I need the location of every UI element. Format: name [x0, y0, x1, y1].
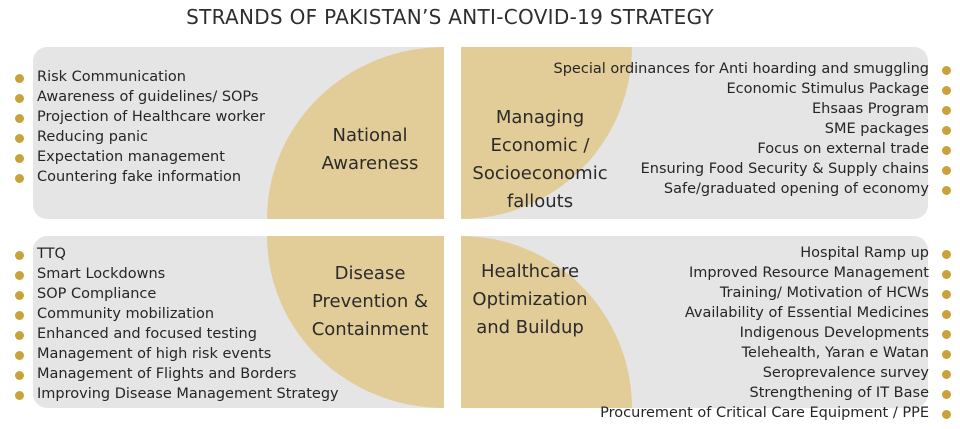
list-item-text: Countering fake information — [37, 169, 242, 185]
list-item — [600, 303, 951, 323]
list-item-text: Awareness of guidelines/ SOPs — [37, 89, 259, 105]
list-item-text: Economic Stimulus Package — [726, 81, 929, 97]
bullet-icon — [942, 290, 951, 299]
bullet-icon — [15, 371, 24, 380]
list-item — [15, 364, 339, 384]
list-item — [15, 324, 339, 344]
list-item — [554, 179, 951, 199]
bullet-icon — [942, 390, 951, 399]
list-item — [15, 67, 265, 87]
bullet-icon — [942, 370, 951, 379]
list-item — [554, 99, 951, 119]
bullet-icon — [15, 174, 24, 183]
list-item — [600, 403, 951, 423]
list-item — [15, 264, 339, 284]
list-disease-prevention — [15, 244, 339, 404]
list-item-text: Management of high risk events — [37, 346, 272, 362]
list-item — [15, 304, 339, 324]
list-item — [600, 283, 951, 303]
bullet-icon — [942, 310, 951, 319]
label-line: fallouts — [506, 191, 574, 212]
list-item — [15, 107, 265, 127]
label-line: Prevention & — [312, 291, 428, 312]
list-item-text: Safe/graduated opening of economy — [663, 181, 929, 197]
list-item-text: Expectation management — [37, 149, 225, 165]
list-item — [554, 159, 951, 179]
bullet-icon — [15, 74, 24, 83]
list-item — [600, 383, 951, 403]
label-line: Disease — [334, 263, 406, 284]
bullet-icon — [15, 154, 24, 163]
list-item — [600, 263, 951, 283]
list-item-text: SOP Compliance — [37, 286, 157, 302]
list-item — [600, 323, 951, 343]
bullet-icon — [15, 391, 24, 400]
list-item — [15, 384, 339, 404]
list-item-text: Procurement of Critical Care Equipment / PPE — [600, 405, 929, 421]
bullet-icon — [15, 134, 24, 143]
list-item-text: Availability of Essential Medicines — [684, 305, 929, 321]
bullet-icon — [942, 410, 951, 419]
bullet-icon — [942, 350, 951, 359]
list-item — [554, 59, 951, 79]
list-item — [15, 87, 265, 107]
label-line: Optimization — [472, 289, 588, 310]
list-item — [600, 363, 951, 383]
bullet-icon — [942, 126, 951, 135]
label-line: Containment — [311, 319, 429, 340]
bullet-icon — [942, 146, 951, 155]
label-line: Awareness — [321, 153, 419, 174]
list-item-text: Special ordinances for Anti hoarding and smuggling — [553, 61, 929, 77]
label-line: Healthcare — [480, 261, 580, 282]
bullet-icon — [15, 114, 24, 123]
list-item-text: Smart Lockdowns — [37, 266, 166, 282]
label-line: and Buildup — [476, 317, 584, 338]
list-item — [15, 284, 339, 304]
list-item — [600, 243, 951, 263]
list-item-text: Management of Flights and Borders — [37, 366, 297, 382]
list-item — [554, 119, 951, 139]
list-item-text: Ehsaas Program — [811, 101, 929, 117]
label-line: National — [332, 125, 408, 146]
list-item-text: Risk Communication — [37, 69, 186, 85]
list-healthcare — [600, 243, 951, 423]
list-item-text: Improving Disease Management Strategy — [37, 386, 339, 402]
list-item — [15, 344, 339, 364]
list-item-text: Training/ Motivation of HCWs — [719, 285, 929, 301]
bullet-icon — [942, 330, 951, 339]
list-item-text: Telehealth, Yaran e Watan — [741, 345, 929, 361]
bullet-icon — [15, 251, 24, 260]
list-item — [600, 343, 951, 363]
list-economic — [554, 59, 951, 199]
list-item — [554, 79, 951, 99]
bullet-icon — [942, 270, 951, 279]
bullet-icon — [942, 106, 951, 115]
list-national-awareness — [15, 67, 265, 187]
label-healthcare — [455, 258, 605, 342]
list-item-text: Hospital Ramp up — [800, 245, 929, 261]
list-item-text: SME packages — [824, 121, 929, 137]
label-line: Managing — [495, 107, 585, 128]
list-item-text: Ensuring Food Security & Supply chains — [640, 161, 929, 177]
list-item — [554, 139, 951, 159]
list-item-text: Strengthening of IT Base — [749, 385, 929, 401]
label-line: Economic / — [490, 135, 590, 156]
list-item-text: Reducing panic — [37, 129, 149, 145]
bullet-icon — [942, 186, 951, 195]
list-item-text: Improved Resource Management — [688, 265, 929, 281]
list-item-text: Projection of Healthcare worker — [37, 109, 265, 125]
bullet-icon — [15, 351, 24, 360]
bullet-icon — [15, 291, 24, 300]
list-item-text: Enhanced and focused testing — [37, 326, 257, 342]
list-item-text: Focus on external trade — [757, 141, 929, 157]
list-item-text: Indigenous Developments — [739, 325, 929, 341]
list-item — [15, 244, 339, 264]
list-item-text: TTQ — [37, 246, 66, 262]
bullet-icon — [15, 271, 24, 280]
bullet-icon — [15, 331, 24, 340]
list-item — [15, 127, 265, 147]
label-national-awareness — [290, 122, 450, 178]
bullet-icon — [942, 166, 951, 175]
list-item — [15, 167, 265, 187]
bullet-icon — [942, 66, 951, 75]
list-item — [15, 147, 265, 167]
bullet-icon — [942, 86, 951, 95]
list-item-text: Community mobilization — [37, 306, 215, 322]
list-item-text: Seroprevalence survey — [762, 365, 929, 381]
bullet-icon — [15, 94, 24, 103]
page-title: STRANDS OF PAKISTAN’S ANTI-COVID-19 STRATEGY — [186, 5, 714, 29]
label-line: Socioeconomic — [472, 163, 608, 184]
bullet-icon — [15, 311, 24, 320]
bullet-icon — [942, 250, 951, 259]
